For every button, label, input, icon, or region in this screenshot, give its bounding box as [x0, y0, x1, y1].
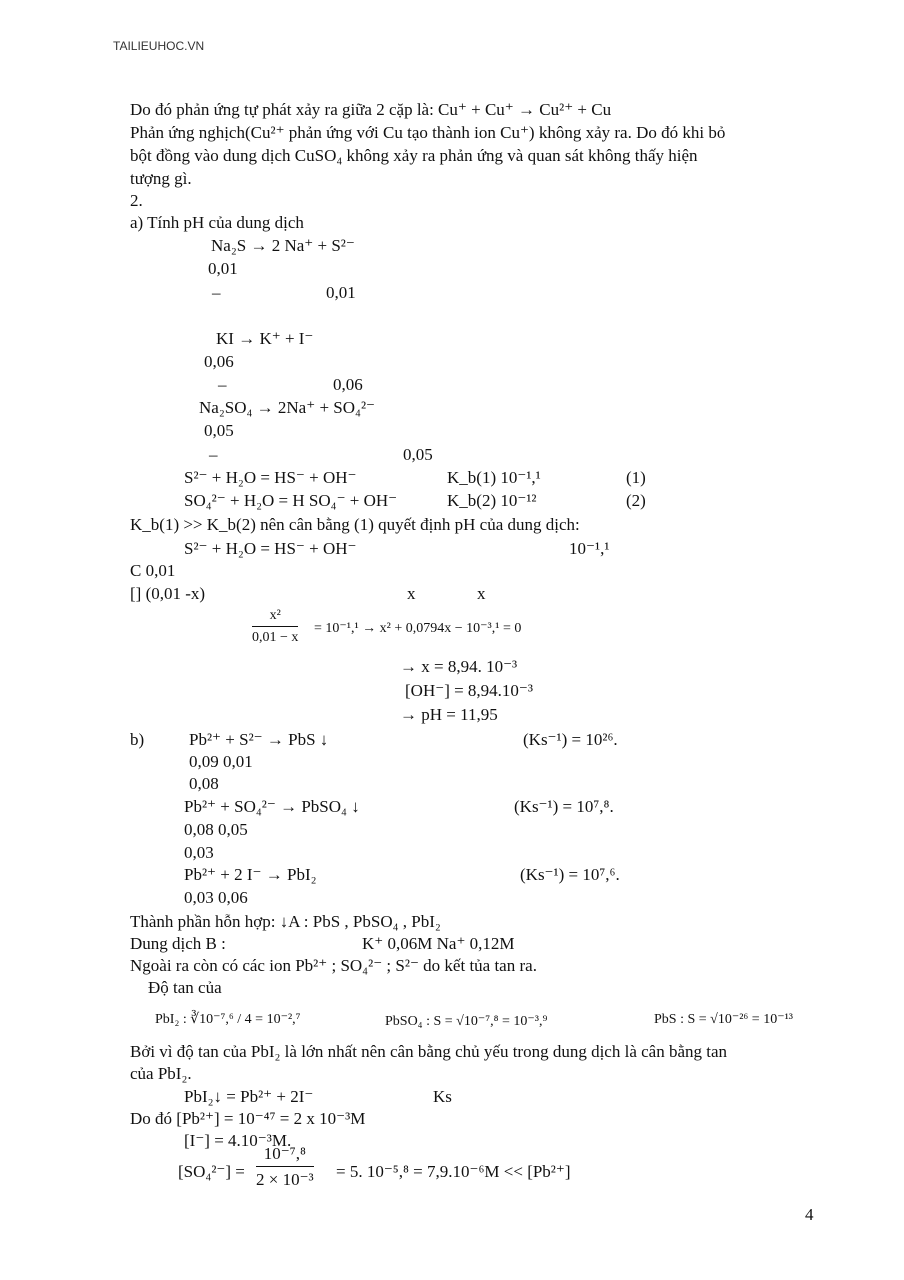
- text-line: tượng gì.: [130, 169, 192, 188]
- page-number: 4: [805, 1205, 814, 1224]
- conc-value: 0,01: [208, 259, 238, 278]
- dash: –: [212, 283, 221, 302]
- fraction-denominator: 0,01 − x: [252, 630, 299, 645]
- conc-value: 0,01: [326, 283, 356, 302]
- mixture-composition: Thành phần hỗn hợp: ↓A : PbS , PbSO₄ , PbI₂: [130, 912, 441, 931]
- kb-comparison: K_b(1) >> K_b(2) nên cân bằng (1) quyết định pH của dung dịch:: [130, 515, 580, 534]
- conc-row: 0,08: [189, 774, 219, 793]
- subsection-heading: a) Tính pH của dung dịch: [130, 213, 304, 232]
- conc-row: 0,09 0,01: [189, 752, 253, 771]
- ks-pbso4: (Ks⁻¹) = 10⁷,⁸.: [514, 797, 614, 816]
- solution-b-label: Dung dịch B :: [130, 934, 226, 953]
- eq-number: (2): [626, 491, 646, 510]
- solubility-heading: Độ tan của: [148, 978, 222, 997]
- fraction-numerator: x²: [252, 608, 298, 627]
- equilibrium-row: [] (0,01 -x): [130, 584, 206, 603]
- equilibrium-2: SO₄²⁻ + H₂O = H SO₄⁻ + OH⁻: [184, 491, 398, 510]
- so4-fraction: [256, 1144, 314, 1190]
- conc-row: 0,08 0,05: [184, 820, 248, 839]
- dissolution-eq: PbI₂↓ = Pb²⁺ + 2I⁻: [184, 1087, 314, 1106]
- section-number: 2.: [130, 191, 143, 210]
- eq-number: (1): [626, 468, 646, 487]
- conc-row: 0,03 0,06: [184, 888, 248, 907]
- conc-value: 0,05: [204, 421, 234, 440]
- ph-result: → pH = 11,95: [400, 705, 498, 724]
- reaction-na2s: Na₂S → 2 Na⁺ + S²⁻: [211, 236, 355, 255]
- dash: –: [218, 375, 227, 394]
- fraction-numerator: 10⁻⁷,⁸: [256, 1144, 314, 1167]
- solubility-pbi2: PbI₂ : ∛10⁻⁷,⁶ / 4 = 10⁻²,⁷: [155, 1012, 301, 1027]
- conc-value: 0,05: [403, 445, 433, 464]
- kb1: K_b(1) 10⁻¹,¹: [447, 468, 541, 487]
- reaction-ki: KI → K⁺ + I⁻: [216, 329, 314, 348]
- text-line: Bởi vì độ tan của PbI₂ là lớn nhất nên cân bằng chủ yếu trong dung dịch là cân bằng tan: [130, 1042, 728, 1061]
- ions-line: Ngoài ra còn có các ion Pb²⁺ ; SO₄²⁻ ; S²⁻ do kết tủa tan ra.: [130, 956, 537, 975]
- text-line: bột đồng vào dung dịch CuSO₄ không xảy ra phản ứng và quan sát không thấy hiện: [130, 146, 698, 165]
- k-value: 10⁻¹,¹: [569, 539, 610, 558]
- conc-value: 0,06: [204, 352, 234, 371]
- pb-concentration: Do đó [Pb²⁺] = 10⁻⁴⁷ = 2 x 10⁻³M: [130, 1109, 366, 1128]
- reaction-pbso4: Pb²⁺ + SO₄²⁻ → PbSO₄ ↓: [184, 797, 360, 816]
- solubility-pbso4: PbSO₄ : S = √10⁻⁷,⁸ = 10⁻³,⁹: [385, 1014, 548, 1029]
- part-b-label: b): [130, 730, 145, 749]
- fraction: [252, 608, 298, 646]
- x-result: → x = 8,94. 10⁻³: [400, 657, 518, 676]
- kb2: K_b(2) 10⁻¹²: [447, 491, 537, 510]
- x-value: x: [477, 584, 486, 603]
- reaction-pbs: Pb²⁺ + S²⁻ → PbS ↓: [189, 730, 329, 749]
- so4-lhs: [SO₄²⁻] =: [178, 1162, 245, 1181]
- oh-result: [OH⁻] = 8,94.10⁻³: [405, 681, 534, 700]
- conc-value: 0,06: [333, 375, 363, 394]
- x-value: x: [407, 584, 416, 603]
- reaction-na2so4: Na₂SO₄ → 2Na⁺ + SO₄²⁻: [199, 398, 376, 417]
- equilibrium-1: S²⁻ + H₂O = HS⁻ + OH⁻: [184, 468, 357, 487]
- text-line: Do đó phản ứng tự phát xảy ra giữa 2 cặp là: Cu⁺ + Cu⁺ → Cu²⁺ + Cu: [130, 100, 612, 119]
- dash: –: [209, 445, 218, 464]
- fraction-denominator: 2 × 10⁻³: [256, 1170, 314, 1189]
- so4-result: = 5. 10⁻⁵,⁸ = 7,9.10⁻⁶M << [Pb²⁺]: [336, 1162, 571, 1181]
- text-line: của PbI₂.: [130, 1064, 192, 1083]
- ks-pbi2: (Ks⁻¹) = 10⁷,⁶.: [520, 865, 620, 884]
- initial-row: C 0,01: [130, 561, 176, 580]
- solution-b: K⁺ 0,06M Na⁺ 0,12M: [362, 934, 515, 953]
- i-concentration: [I⁻] = 4.10⁻³M.: [184, 1131, 292, 1150]
- quadratic-equation: = 10⁻¹,¹ → x² + 0,0794x − 10⁻³,¹ = 0: [314, 621, 522, 636]
- ks-pbs: (Ks⁻¹) = 10²⁶.: [523, 730, 618, 749]
- solubility-pbs: PbS : S = √10⁻²⁶ = 10⁻¹³: [654, 1012, 793, 1027]
- site-header: TAILIEUHOC.VN: [113, 39, 205, 53]
- reaction-pbi2: Pb²⁺ + 2 I⁻ → PbI₂: [184, 865, 317, 884]
- text-line: Phản ứng nghịch(Cu²⁺ phản ứng với Cu tạo thành ion Cu⁺) không xảy ra. Do đó khi bỏ: [130, 123, 726, 142]
- ks-label: Ks: [433, 1087, 452, 1106]
- equilibrium-3: S²⁻ + H₂O = HS⁻ + OH⁻: [184, 539, 357, 558]
- conc-row: 0,03: [184, 843, 214, 862]
